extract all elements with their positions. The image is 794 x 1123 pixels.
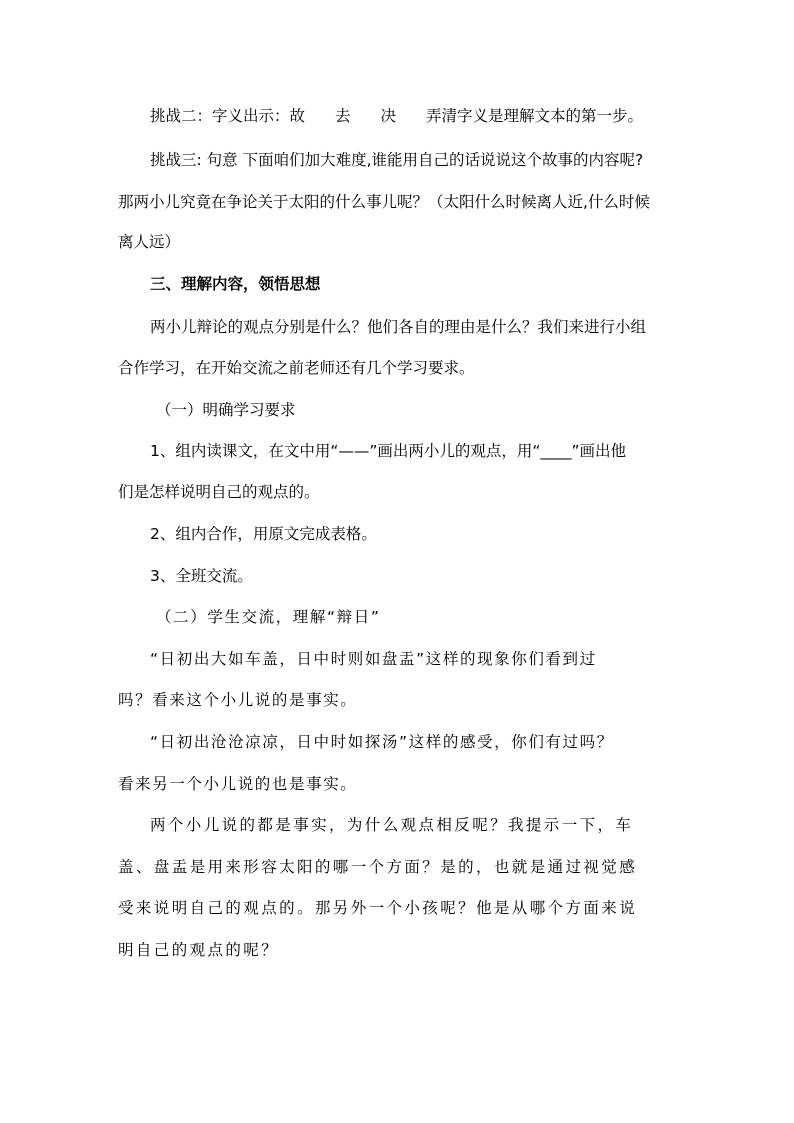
challenge-two-line bbox=[150, 106, 730, 126]
requirement-two: 2、组内合作，用原文完成表格。 bbox=[150, 525, 377, 543]
paragraph-one-line-2: 合作学习，在开始交流之前老师还有几个学习要求。 bbox=[118, 359, 475, 377]
subsection-two-heading: （二）学生交流，理解“辩日” bbox=[156, 608, 381, 626]
quote-two-line-1: “日初出沧沧凉凉，日中时如探汤”这样的感受，你们有过吗？ bbox=[150, 733, 614, 751]
challenge-three-line-2: 那两小儿究竟在争论关于太阳的什么事儿呢？（太阳什么时候离人近,什么时候 bbox=[118, 193, 650, 211]
challenge-two-note: 弄清字义是理解文本的第一步。 bbox=[426, 107, 644, 125]
requirement-three: 3、全班交流。 bbox=[150, 567, 253, 585]
quote-one-line-1: “日初出大如车盖，日中时则如盘盂”这样的现象你们看到过 bbox=[150, 650, 597, 668]
paragraph-two-line-3: 受来说明自己的观点的。那另外一个小孩呢？他是从哪个方面来说 bbox=[118, 899, 638, 917]
challenge-two-label: 挑战二：字义出示：故 bbox=[150, 107, 306, 125]
quote-two-line-2: 看来另一个小儿说的也是事实。 bbox=[118, 775, 358, 793]
paragraph-one-line-1: 两小儿辩论的观点分别是什么？他们各自的理由是什么？我们来进行小组 bbox=[150, 318, 647, 336]
challenge-three-line-3: 离人远） bbox=[118, 233, 181, 251]
requirement-one-line-2: 们是怎样说明自己的观点的。 bbox=[118, 483, 320, 501]
paragraph-two-line-4: 明自己的观点的呢？ bbox=[118, 941, 280, 959]
character-qu: 去 bbox=[335, 107, 351, 125]
paragraph-two-line-1: 两个小儿说的都是事实，为什么观点相反呢？我提示一下，车 bbox=[150, 816, 634, 834]
challenge-three-line-1: 挑战三: 句意 下面咱们加大难度,谁能用自己的话说说这个故事的内容呢? bbox=[150, 151, 644, 169]
requirement-one-line-1: 1、组内读课文，在文中用“——”画出两小儿的观点，用“____”画出他 bbox=[150, 442, 626, 460]
quote-one-line-2: 吗？看来这个小儿说的是事实。 bbox=[118, 691, 358, 709]
paragraph-two-line-2: 盖、盘盂是用来形容太阳的哪一个方面？是的，也就是通过视觉感 bbox=[118, 858, 638, 876]
section-three-heading: 三、理解内容，领悟思想 bbox=[150, 275, 321, 293]
subsection-one-heading: （一）明确学习要求 bbox=[156, 401, 296, 419]
character-jue: 决 bbox=[380, 107, 397, 125]
